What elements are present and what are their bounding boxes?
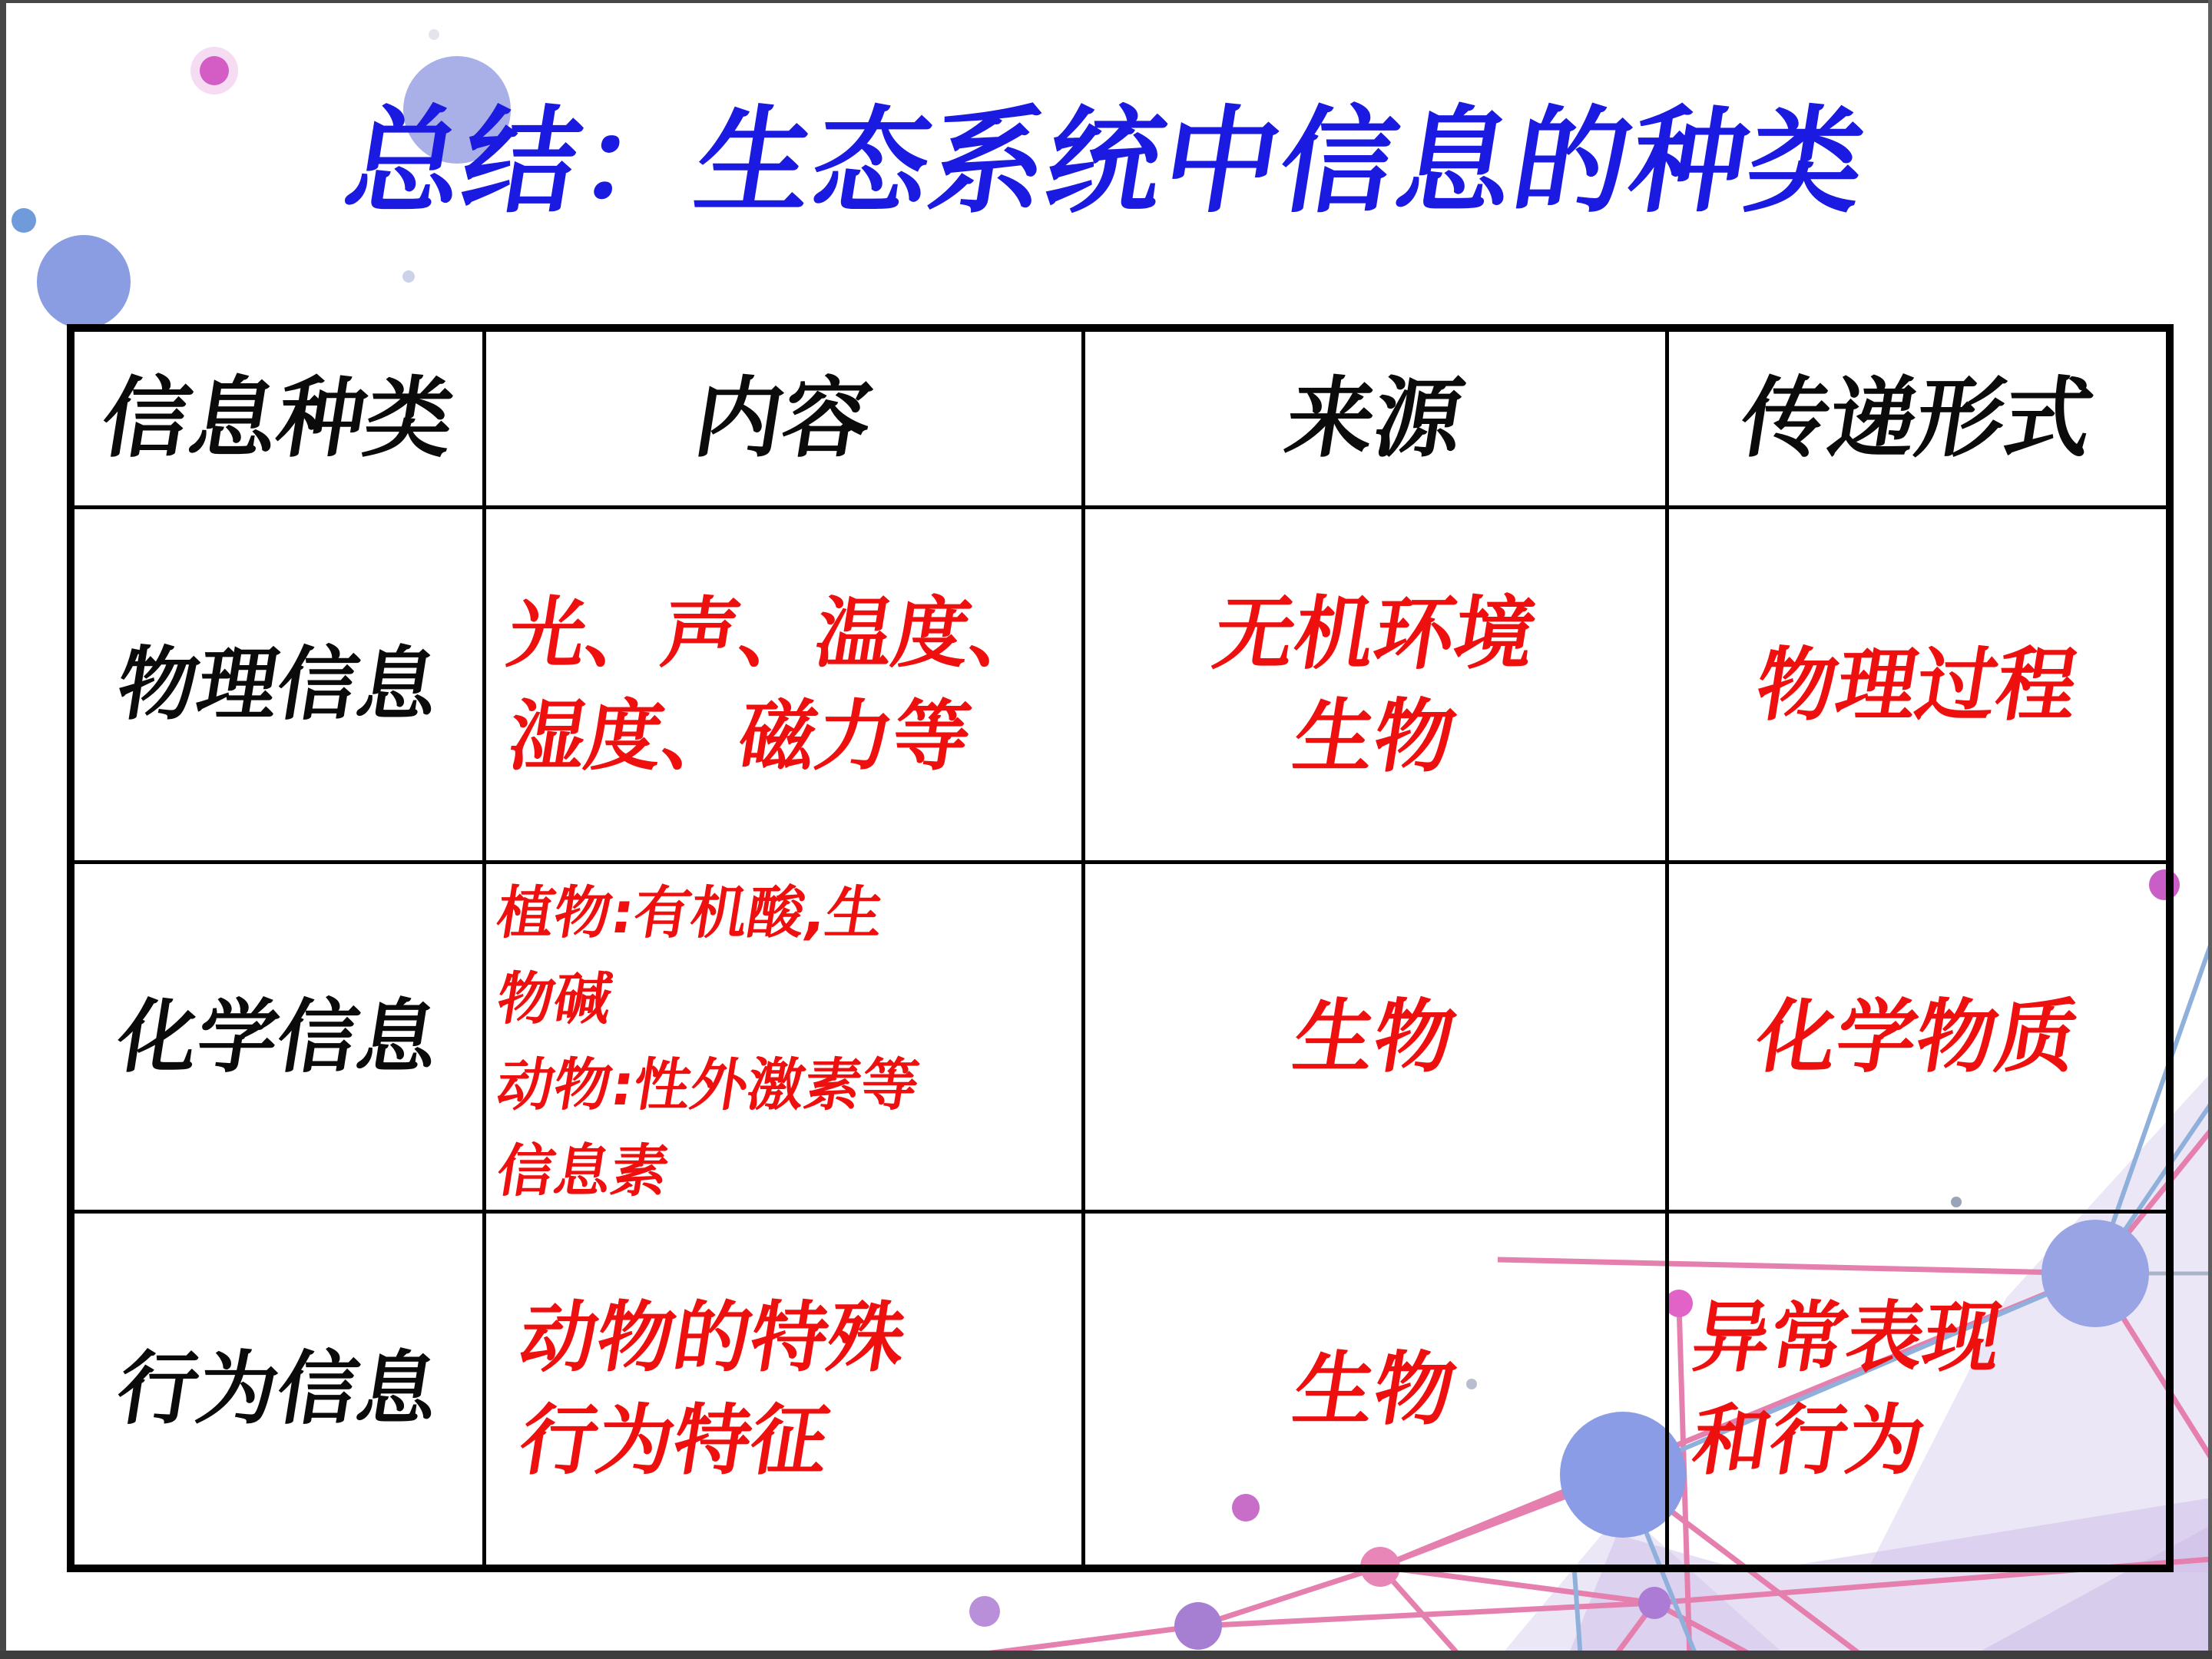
slide-frame-top <box>0 0 2212 3</box>
row-physical-content: 光、声、温度、 湿度、磁力等 <box>482 505 1081 860</box>
slide-frame-right <box>2208 0 2212 1659</box>
row-behavioral-label: 行为信息 <box>75 1210 482 1565</box>
row-chemical-content: 植物:有机酸,生 物碱 动物:性外激素等 信息素 <box>482 860 1081 1210</box>
info-types-table <box>67 324 2174 1572</box>
slide-frame-bottom <box>0 1651 2212 1659</box>
slide-title-text: 总结：生态系统中信息的种类 <box>336 95 1876 229</box>
row-chemical-source: 生物 <box>1081 860 1665 1210</box>
row-chemical-label: 化学信息 <box>75 860 482 1210</box>
purple-dot-large <box>1174 1602 1222 1650</box>
tiny-faint-dot <box>429 29 439 40</box>
row-behavioral-form: 异常表现 和行为 <box>1665 1210 2166 1565</box>
blue-circle <box>37 235 131 329</box>
row-behavioral-source: 生物 <box>1081 1210 1665 1565</box>
purple-node <box>1638 1587 1671 1619</box>
tiny-dot <box>402 270 415 283</box>
slide-title <box>0 91 2212 235</box>
row-behavioral-content: 动物的特殊 行为特征 <box>482 1210 1081 1565</box>
header-content: 内容 <box>482 332 1081 505</box>
purple-dot-small <box>969 1596 1000 1627</box>
header-info-type: 信息种类 <box>94 366 462 470</box>
magenta-dot <box>200 56 229 85</box>
row-physical-form: 物理过程 <box>1665 505 2166 860</box>
row-chemical-form: 化学物质 <box>1665 860 2166 1210</box>
header-transmission-form: 传递形式 <box>1665 332 2166 505</box>
row-physical-label: 物理信息 <box>75 505 482 860</box>
header-source: 来源 <box>1081 332 1665 505</box>
row-physical-source: 无机环境 生物 <box>1081 505 1665 860</box>
slide-frame-left <box>0 0 6 1659</box>
